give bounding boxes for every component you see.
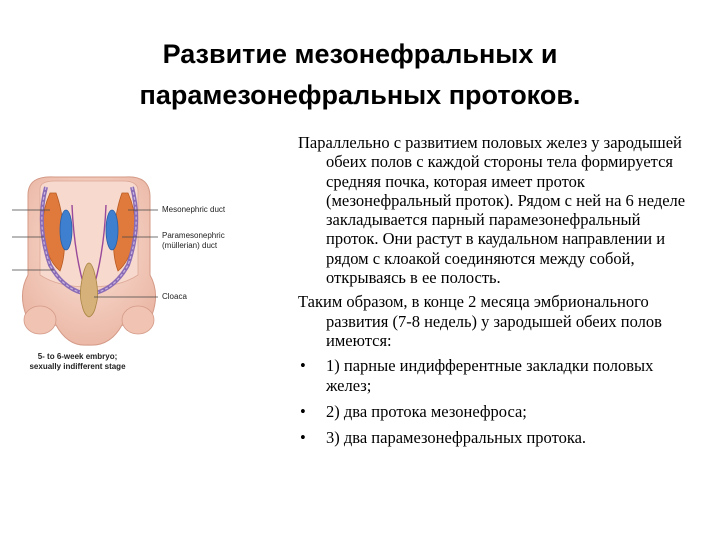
right-gonad bbox=[106, 210, 118, 250]
label-cloaca: Cloaca bbox=[162, 292, 187, 301]
embryo-illustration bbox=[10, 175, 270, 375]
page-title bbox=[30, 34, 690, 116]
bullet-marker: • bbox=[300, 401, 306, 421]
bullet-list bbox=[298, 356, 690, 447]
label-mesonephric-duct: Mesonephric duct bbox=[162, 205, 226, 214]
label-paramesonephric-duct-1: Paramesonephric bbox=[162, 231, 225, 240]
left-limb-bud bbox=[24, 306, 56, 334]
caption-line-1: 5- to 6-week embryo; bbox=[37, 352, 118, 361]
label-paramesonephric-duct-2: (müllerian) duct bbox=[162, 241, 218, 250]
body-text bbox=[298, 133, 690, 454]
list-item bbox=[298, 428, 690, 447]
figure-caption bbox=[10, 352, 145, 372]
bullet-text: 3) два парамезонефральных протока. bbox=[326, 428, 587, 448]
right-limb-bud bbox=[122, 306, 154, 334]
left-gonad bbox=[60, 210, 72, 250]
paragraph-2: Таким образом, в конце 2 месяца эмбрионального развития (7-8 недель) у зародышей обеих полов имеются: bbox=[298, 292, 662, 350]
bullet-text: 1) парные индифферентные закладки половых желез; bbox=[326, 356, 654, 395]
bullet-marker: • bbox=[300, 428, 306, 448]
list-item bbox=[298, 402, 690, 421]
bullet-text: 2) два протока мезонефроса; bbox=[326, 401, 527, 421]
bullet-marker: • bbox=[300, 356, 306, 376]
title-line-1: Развитие мезонефральных и bbox=[162, 39, 558, 69]
paragraph-1: Параллельно с развитием половых желез у зародышей обеих полов с каждой стороны тела формируется средняя почка, которая имеет проток (мезонефральный проток). Рядом с ней на 6 неделе закладывается парный парамезонефральный проток. Они растут в каудальном направлении и рядом с клоакой соединяются между собой, открываясь в ее полость. bbox=[298, 133, 686, 288]
caption-line-2: sexually indifferent stage bbox=[29, 362, 126, 371]
list-item bbox=[298, 356, 690, 395]
embryo-drawing bbox=[10, 175, 270, 375]
title-line-2: парамезонефральных протоков. bbox=[139, 80, 581, 110]
